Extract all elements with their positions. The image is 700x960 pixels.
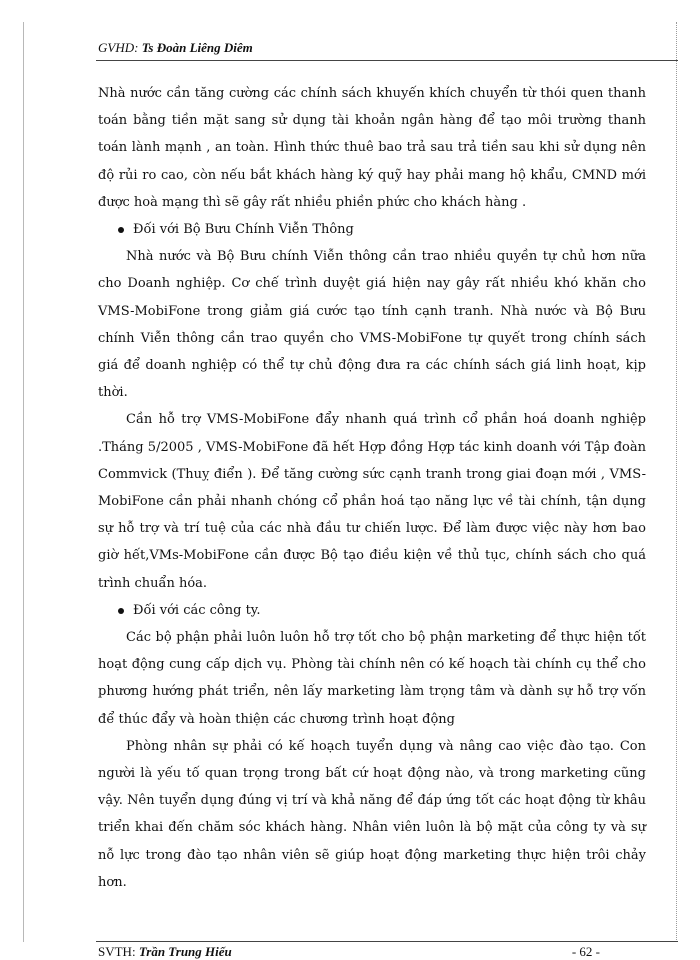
header-rule <box>96 60 678 61</box>
header-prefix: GVHD: <box>98 40 139 55</box>
bullet-item-1 <box>98 216 646 243</box>
footer-student-name: Trần Trung Hiếu <box>138 944 232 959</box>
footer-rule <box>96 941 678 942</box>
page-frame-right <box>676 22 677 942</box>
paragraph-5: Phòng nhân sự phải có kế hoạch tuyển dụng và nâng cao việc đào tạo. Con người là yếu tố quan trọng trong bất cứ hoạt động nào, và trong marketing cũng vậy. Nên tuyển dụng đúng vị trí và khả năng để đáp ứng tốt các hoạt động từ khâu triển khai đến chăm sóc khách hàng. Nhân viên luôn là bộ mặt của công ty và sự nỗ lực trong đào tạo nhân viên sẽ giúp hoạt động marketing thực hiện trôi chảy hơn. <box>98 738 646 890</box>
header-advisor-name: Ts Đoàn Liêng Diêm <box>141 40 253 55</box>
paragraph-3: Cần hỗ trợ VMS-MobiFone đẩy nhanh quá trình cổ phần hoá doanh nghiệp .Tháng 5/2005 , VMS-MobiFone đã hết Hợp đồng Hợp tác kinh doanh với Tập đoàn Commvick (Thuỵ điển ). Để tăng cường sức cạnh tranh trong giai đoạn mới , VMS-MobiFone cần phải nhanh chóng cổ phần hoá tạo năng lực về tài chính, tận dụng sự hỗ trợ và trí tuệ của các nhà đầu tư chiến lược. Để làm được việc này hơn bao giờ hết,VMs-MobiFone cần được Bộ tạo điều kiện về thủ tục, chính sách cho quá trình chuẩn hóa. <box>98 412 646 591</box>
bullet-item-2-text: Đối với các công ty. <box>133 602 261 618</box>
footer-prefix: SVTH: <box>98 944 136 959</box>
paragraph-1: Nhà nước cần tăng cường các chính sách khuyến khích chuyển từ thói quen thanh toán bằng tiền mặt sang sử dụng tài khoản ngân hàng để tạo môi trường thanh toán lành mạnh , an toàn. Hình thức thuê bao trả sau trả tiền sau khi sử dụng nên độ rủi ro cao, còn nếu bắt khách hàng ký quỹ hay phải mang hộ khẩu, CMND mới được hoà mạng thì sẽ gây rất nhiều phiền phức cho khách hàng . <box>98 86 646 210</box>
page-frame-left <box>23 22 24 942</box>
bullet-item-2 <box>98 597 646 624</box>
bullet-dot-icon <box>118 227 124 233</box>
page-number: - 62 - <box>571 944 600 959</box>
bullet-item-1-text: Đối với Bộ Bưu Chính Viễn Thông <box>133 222 354 238</box>
bullet-dot-icon <box>118 608 124 614</box>
page-footer <box>98 944 646 960</box>
paragraph-2: Nhà nước và Bộ Bưu chính Viễn thông cần trao nhiều quyền tự chủ hơn nữa cho Doanh nghiệp. Cơ chế trình duyệt giá hiện nay gây rất nhiều khó khăn cho VMS-MobiFone trong giảm giá cước tạo tính cạnh tranh. Nhà nước và Bộ Bưu chính Viễn thông cần trao quyền cho VMS-MobiFone tự quyết trong chính sách giá để doanh nghiệp có thể tự chủ động đưa ra các chính sách giá linh hoạt, kịp thời. <box>98 249 646 401</box>
paragraph-4: Các bộ phận phải luôn luôn hỗ trợ tốt cho bộ phận marketing để thực hiện tốt hoạt động cung cấp dịch vụ. Phòng tài chính nên có kế hoạch tài chính cụ thể cho phương hướng phát triển, nên lấy marketing làm trọng tâm và dành sự hỗ trợ vốn để thúc đẩy và hoàn thiện các chương trình hoạt động <box>98 630 646 727</box>
document-body <box>98 80 646 896</box>
page-header <box>98 40 678 56</box>
